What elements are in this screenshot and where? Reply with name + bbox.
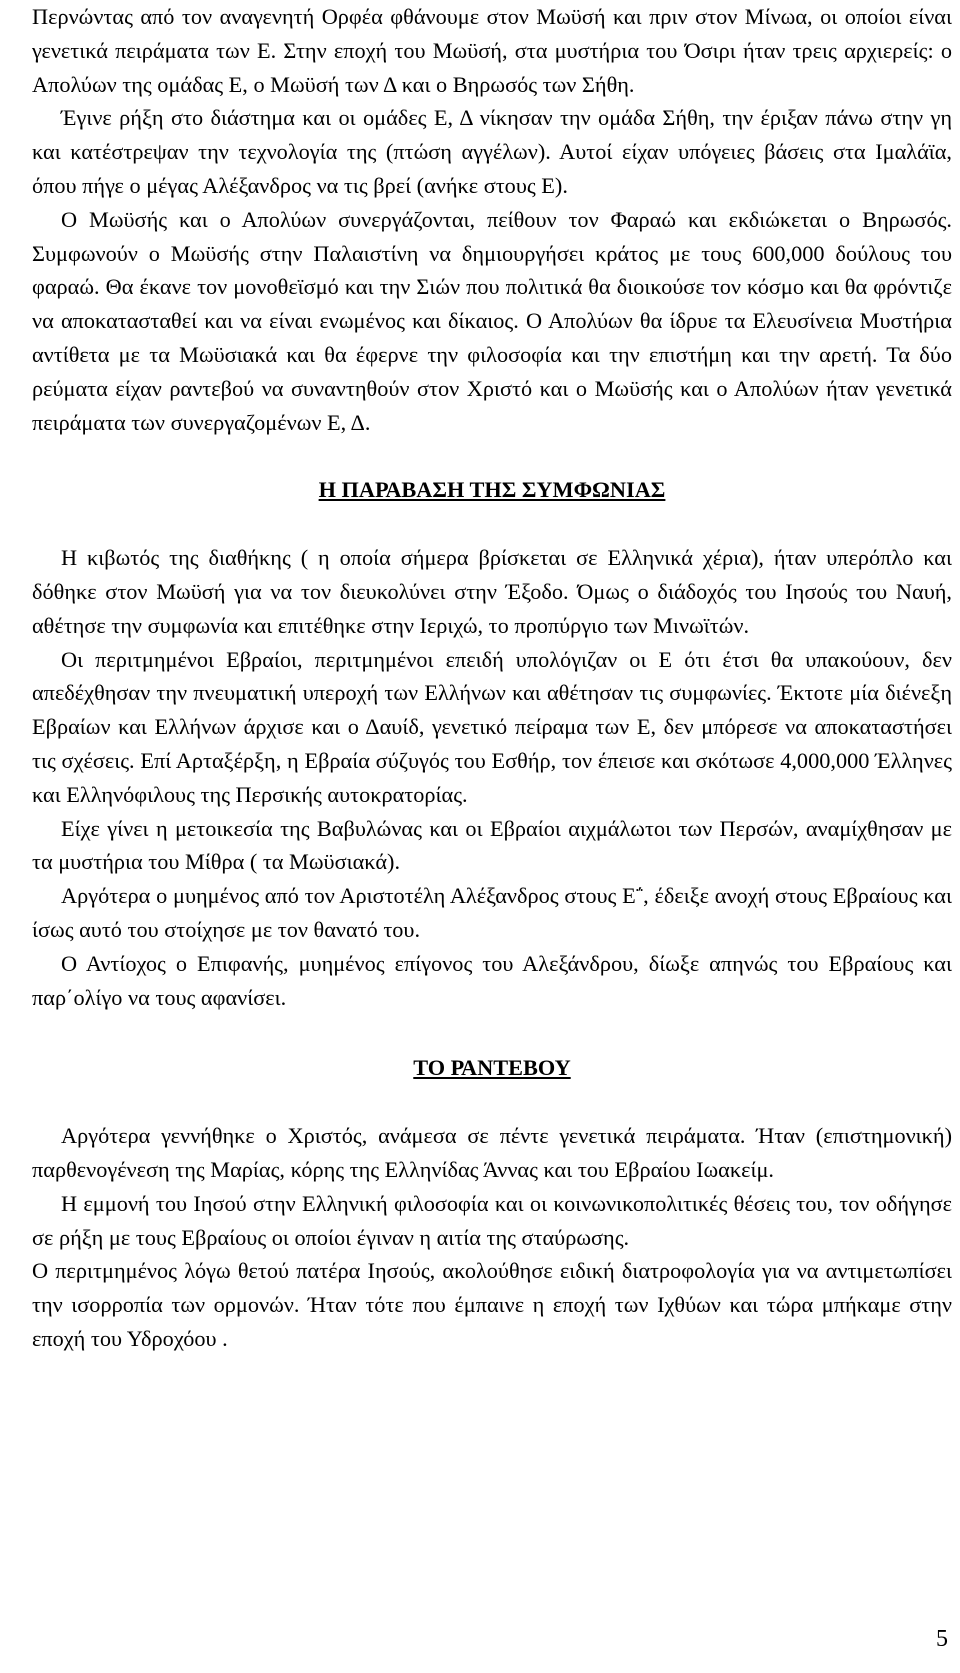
paragraph-9: Αργότερα γεννήθηκε ο Χριστός, ανάμεσα σε πέντε γενετικά πειράματα. Ήταν (επιστημονική) παρθενογένεση της Μαρίας, κόρης της Ελληνίδας Άννας και του Εβραίου Ιωακείμ. [32,1123,952,1182]
spacer [32,439,952,473]
paragraph-11: Ο περιτμημένος λόγω θετού πατέρα Ιησούς, ακολούθησε ειδική διατροφολογία για να αντιμετωπίσει την ισορροπία των ορμονών. Ήταν τότε που έμπαινε η εποχή των Ιχθύων και τώρα μπήκαμε στην εποχή του Υδροχόου . [32,1258,952,1351]
section-heading-rantevou: ΤΟ ΡΑΝΤΕΒΟΥ [413,1055,571,1081]
paragraph-1: Περνώντας από τον αναγενητή Ορφέα φθάνουμε στον Μωϋσή και πριν στον Μίνωα, οι οποίοι είναι γενετικά πειράματα των Ε. Στην εποχή του Μωϋσή, στα μυστήρια του Όσιρι ήταν τρεις αρχιερείς: ο Απολύων της ομάδας Ε, ο Μωϋσή των Δ και ο Βηρωσός των Σήθη. [32,4,952,97]
paragraph-10: Η εμμονή του Ιησού στην Ελληνική φιλοσοφία και οι κοινωνικοπολιτικές θέσεις του, τον οδήγησε σε ρήξη με τους Εβραίους οι οποίοι έγιναν η αιτία της σταύρωσης. [32,1190,952,1250]
spacer [32,1085,952,1119]
section-heading-parabasi: Η ΠΑΡΑΒΑΣΗ ΤΗΣ ΣΥΜΦΩΝΙΑΣ [318,477,666,503]
paragraph-5: Οι περιτμημένοι Εβραίοι, περιτμημένοι επειδή υπολόγιζαν οι Ε ότι έτσι θα υπακούουν, δεν απεδέχθησαν την πνευματική υπεροχή των Ελλήνων και αθέτησαν τις συμφωνίες. Έκτοτε μία διένεξη Εβραίων και Ελλήνων άρχισε και ο Δαυίδ, γενετικό πείραμα των Ε, δεν μπόρεσε να αποκαταστήσει τις σχέσεις. Επί Αρταξέρξη, η Εβραία σύζυγός του Εσθήρ, τον έπεισε και σκότωσε 4,000,000 Έλληνες και Ελληνόφιλους της Περσικής αυτοκρατορίας. [32,646,952,807]
paragraph-7: Αργότερα ο μυημένος από τον Αριστοτέλη Αλέξανδρος στους Ε΅, έδειξε ανοχή στους Εβραίους και ίσως αυτό του στοίχησε με τον θανατό του. [32,883,952,942]
paragraph-2: Έγινε ρήξη στο διάστημα και οι ομάδες Ε, Δ νίκησαν την ομάδα Σήθη, την έριξαν πάνω στην γη και κατέστρεψαν την τεχνολογία της (πτώση αγγέλων). Αυτοί είχαν υπόγειες βάσεις στα Ιμαλάϊα, όπου πήγε ο μέγας Αλέξανδρος να τις βρεί (ανήκε στους Ε). [32,105,952,198]
paragraph-3: Ο Μωϋσής και ο Απολύων συνεργάζονται, πείθουν τον Φαραώ και εκδιώκεται ο Βηρωσός. Συμφωνούν ο Μωϋσής στην Παλαιστίνη να δημιουργήσει κράτος με τους 600,000 δούλους του φαραώ. Θα έκανε τον μονοθεϊσμό και την Σιών που πολιτικά θα διοικούσε τον κόσμο και θα φρόντιζε να αποκατασταθεί και να είναι ενωμένος και δίκαιος. Ο Απολύων θα ίδρυε τα Ελευσίνεια Μυστήρια αντίθετα με τα Μωϋσιακά και θα έφερνε την φιλοσοφία και την επιστήμη και την αρετή. Τα δύο ρεύματα είχαν ραντεβού να συναντηθούν στον Χριστό και ο Μωϋσής και ο Απολύων ήταν γενετικά πειράματα των συνεργαζομένων Ε, Δ. [32,206,952,435]
paragraph-8: Ο Αντίοχος ο Επιφανής, μυημένος επίγονος του Αλεξάνδρου, δίωξε απηνώς του Εβραίους και παρ΄ολίγο να τους αφανίσει. [32,950,952,1010]
paragraph-6: Είχε γίνει η μετοικεσία της Βαβυλώνας και οι Εβραίοι αιχμάλωτοι των Περσών, αναμίχθησαν με τα μυστήρια του Μίθρα ( τα Μωϋσιακά). [32,815,952,875]
page-number: 5 [936,1626,948,1652]
spacer [32,1014,952,1051]
spacer [32,507,952,541]
paragraph-4: Η κιβωτός της διαθήκης ( η οποία σήμερα βρίσκεται σε Ελληνικά χέρια), ήταν υπερόπλο και δόθηκε στον Μωϋσή για να τον διευκολύνει στην Έξοδο. Όμως ο διάδοχός του Ιησούς του Ναυή, αθέτησε την συμφωνία και επιτέθηκε στην Ιεριχώ, το προπύργιο των Μινωϊτών. [32,545,952,638]
document-body [32,0,952,1356]
